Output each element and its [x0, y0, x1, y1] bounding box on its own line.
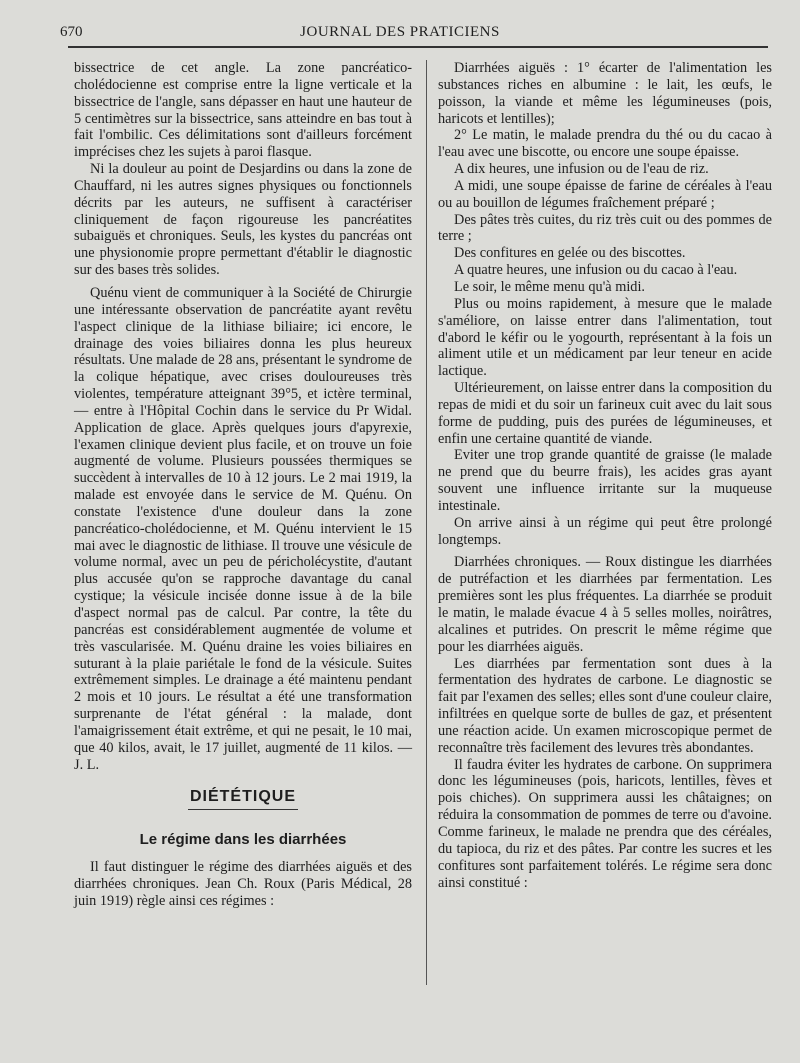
right-paragraph: Les diarrhées par fermentation sont dues à la fermentation des hydrates de carbone. Le diagnostic se fait par l'examen des selles; elles sont d'une couleur claire, infiltrées en quelque sorte de bulles de gaz, et présentent une réaction acide. Un examen microscopique permet de reconnaître très facilement des levures très abondantes.: [438, 655, 772, 756]
article-title: Le régime dans les diarrhées: [139, 831, 347, 849]
right-paragraph: 2° Le matin, le malade prendra du thé ou du cacao à l'eau avec une biscotte, ou encore une soupe épaisse.: [438, 127, 772, 161]
right-paragraph: Diarrhées aiguës : 1° écarter de l'alimentation les substances riches en albumine : le lait, les œufs, le poisson, la viande et même les légumineuses (pois, haricots et lentilles);: [438, 60, 772, 127]
right-paragraph: On arrive ainsi à un régime qui peut être prolongé longtemps.: [438, 514, 772, 548]
right-paragraph: Diarrhées chroniques. — Roux distingue les diarrhées de putréfaction et les diarrhées par fermentation. Les premières sont les plus fréquentes. La diarrhée se produit le matin, le malade évacue 4 à 5 selles molles, noirâtres, alcalines et putrides. On prescrit le même régime que pour les diarrhées aiguës.: [438, 554, 772, 655]
left-paragraph: Quénu vient de communiquer à la Société de Chirurgie une intéressante observation de pancréatite ayant revêtu l'aspect clinique de la lithiase biliaire; ici encore, le drainage des voies biliaires donna les plus heureux résultats. Une malade de 28 ans, présentant le syndrome de la colique hépatique, avec crises douloureuses très violentes, température atteignant 39°5, et ictère terminal, — entre à l'Hôpital Cochin dans le service du Pr Widal. Application de glace. Après quelques jours d'apyrexie, l'examen clinique devient plus facile, et on trouve un foie augmenté de volume. Plusieurs poussées thermiques se succèdent à intervalles de 10 à 12 jours. Le 2 mai 1919, la malade est envoyée dans le service de M. Quénu. On constate l'existence d'une douleur dans la zone pancréatico-cholédocienne, et M. Quénu intervient le 15 mai avec le diagnostic de lithiase. Il trouve une vésicule de volume normal, avec un peu de péricholécystite, d'autant plus accusée qu'on se rapproche davantage du canal cystique; la vésicule incisée donne issue à de la bile d'aspect normal pas de calcul. Par contre, la tête du pancréas est considérablement augmentée de volume et très vascularisée. M. Quénu draine les voies biliaires en suturant à la plaie pariétale le fond de la vésicule. Suites extrêmement simples. Le drainage a été maintenu pendant 2 mois et 10 jours. Le résultat a été une transformation surprenante de l'état général : la malade, dont l'amaigrissement était extrême, et qui ne pesait, le 10 mai, que 40 kilos, avait, le 17 juillet, augmenté de 11 kilos. — J. L.: [74, 284, 412, 773]
left-column: [74, 60, 412, 910]
section-title-underline: [188, 809, 298, 810]
right-column: [438, 60, 772, 891]
left-paragraph: Ni la douleur au point de Desjardins ou dans la zone de Chauffard, ni les autres signes physiques ou fonctionnels décrits par les auteurs, ne suffisent à caractériser cliniquement de façon rigoureuse les pancréatites subaiguës et chroniques. Seuls, les kystes du pancréas ont une physionomie propre permettant d'établir le diagnostic sur des bases très solides.: [74, 161, 412, 279]
left-paragraph: bissectrice de cet angle. La zone pancréatico-cholédocienne est comprise entre la ligne verticale et la bissectrice de l'angle, sans dépasser en haut une hauteur de 5 centimètres sur la bissectrice, sans atteindre en bas tout à fait l'ombilic. Ces délimitations sont d'ailleurs forcément imprécises chez les sujets à paroi flasque.: [74, 60, 412, 161]
article-intro: Il faut distinguer le régime des diarrhées aiguës et des diarrhées chroniques. Jean Ch. Roux (Paris Médical, 28 juin 1919) règle ainsi ces régimes :: [74, 859, 412, 909]
right-paragraph: A quatre heures, une infusion ou du cacao à l'eau.: [454, 262, 738, 279]
right-paragraph: Des pâtes très cuites, du riz très cuit ou des pommes de terre ;: [438, 211, 772, 245]
page-number: 670: [60, 24, 83, 40]
right-paragraph: Il faudra éviter les hydrates de carbone. On supprimera donc les légumineuses (pois, haricots, lentilles, fèves et pois chiches). On supprimera aussi les châtaignes; on réduira la consommation de pommes de terre ou d'avoine. Comme farineux, le malade ne prendra que des céréales, du tapioca, du riz et des pâtes. Par contre les sucres et les confitures sont parfaitement tolérés. Le régime sera donc ainsi constitué :: [438, 756, 772, 891]
section-title: DIÉTÉTIQUE: [189, 788, 296, 806]
column-divider: [426, 60, 427, 985]
right-paragraph: Le soir, le même menu qu'à midi.: [454, 278, 645, 295]
right-paragraph: Plus ou moins rapidement, à mesure que le malade s'améliore, on laisse entrer dans l'alimentation, tout d'abord le kéfir ou le yogourth, représentant à la fois un aliment utile et un médicament par leur teneur en acide lactique.: [438, 295, 772, 380]
right-paragraph: A midi, une soupe épaisse de farine de céréales à l'eau ou au bouillon de légumes fraîchement préparé ;: [438, 177, 772, 211]
right-paragraph: Eviter une trop grande quantité de graisse (le malade ne prend que du beurre frais), les acides gras ayant souvent une influence irritante sur la muqueuse intestinale.: [438, 447, 772, 514]
header-rule: [68, 46, 768, 48]
right-paragraph: Des confitures en gelée ou des biscottes.: [454, 245, 686, 262]
right-paragraph: A dix heures, une infusion ou de l'eau de riz.: [454, 161, 709, 178]
right-paragraph: Ultérieurement, on laisse entrer dans la composition du repas de midi et du soir un farineux cuit avec du lait sous forme de pudding, puis des purées de légumineuses, et enfin une certaine quantité de viande.: [438, 380, 772, 447]
journal-title: JOURNAL DES PRATICIENS: [300, 24, 500, 40]
